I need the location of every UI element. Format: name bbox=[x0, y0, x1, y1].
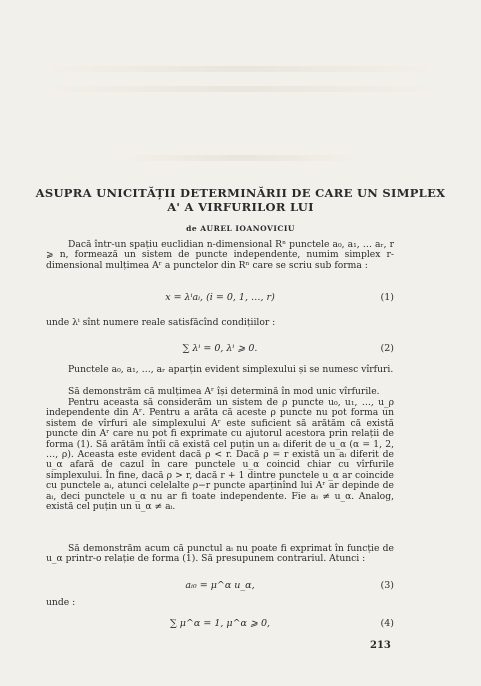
bleed-through-artifact bbox=[40, 66, 441, 72]
equation-4-number: (4) bbox=[380, 618, 394, 629]
paragraph-proof-2: Să demonstrăm acum că punctul aᵢ nu poate fi exprimat în funcție de u_α printr-o relație de forma (1). Să presupunem contrariul. Atunci : bbox=[46, 543, 394, 565]
bleed-through-artifact bbox=[120, 155, 361, 161]
title-line-1: ASUPRA UNICITĂȚII DETERMINĂRII DE CARE UN SIMPLEX bbox=[35, 186, 446, 200]
paragraph-conditions: unde λⁱ sînt numere reale satisfăcînd condițiilor : bbox=[46, 317, 276, 328]
paragraph-claim: Să demonstrăm că mulțimea Aʳ își determină în mod unic vîrfurile. bbox=[68, 386, 380, 397]
equation-3-formula: aᵢ₀ = μ^α u_α, bbox=[185, 580, 255, 591]
page-number: 213 bbox=[370, 640, 391, 651]
equation-2-formula: ∑ λⁱ = 0, λⁱ ⩾ 0. bbox=[182, 343, 258, 354]
equation-1-formula: x = λⁱaᵢ, (i = 0, 1, …, r) bbox=[165, 292, 275, 303]
bleed-through-artifact bbox=[40, 86, 441, 92]
equation-4-formula: ∑ μ^α = 1, μ^α ⩾ 0, bbox=[169, 618, 271, 629]
author: de AUREL IOANOVICIU bbox=[186, 224, 295, 233]
title-line-2: A' A VIRFURILOR LUI bbox=[167, 200, 314, 214]
equation-2-number: (2) bbox=[380, 343, 394, 354]
paragraph-vertices: Punctele a₀, a₁, …, aᵣ aparțin evident simplexului și se numesc vîrfuri. bbox=[68, 364, 394, 375]
paragraph-proof: Pentru aceasta să considerăm un sistem de ρ puncte u₀, u₁, …, u_ρ independente din Aʳ. Pentru a arăta că aceste ρ puncte nu pot forma un sistem de vîrfuri ale simplexului Aʳ este suficient să arătăm că există puncte din Aʳ care nu pot fi exprimate cu ajutorul acestora prin relații de forma (1). Să arătăm întîi că există cel puțin un aᵢ diferit de u_α (α = 1, 2, …, ρ). Aceasta este evident dacă ρ < r. Dacă ρ = r există un aᵢ diferit de u_α afară de cazul în care punctele u_α coincid chiar cu vîrfurile simplexului. În fine, dacă ρ > r, dacă r + 1 dintre punctele u_α ar coincide cu punctele aᵢ, atunci celelalte ρ−r puncte aparținînd lui Aʳ ar depinde de aᵢ, deci punctele u_α nu ar fi toate independente. Fie aᵢ ≠ u_α. Analog, există cel puțin un u_α ≠ aᵢ. bbox=[46, 397, 394, 513]
equation-3-number: (3) bbox=[380, 580, 394, 591]
paragraph-intro: Dacă într-un spațiu euclidian n-dimensional Rⁿ punctele a₀, a₁, … aᵣ, r ⩾ n, formează un sistem de puncte independente, numim simplex r-dimensional mulțimea Aʳ a punctelor din Rⁿ care se scriu sub forma : bbox=[46, 239, 394, 271]
paragraph-where: unde : bbox=[46, 597, 76, 608]
equation-1-number: (1) bbox=[380, 292, 394, 303]
article-title bbox=[30, 186, 451, 214]
